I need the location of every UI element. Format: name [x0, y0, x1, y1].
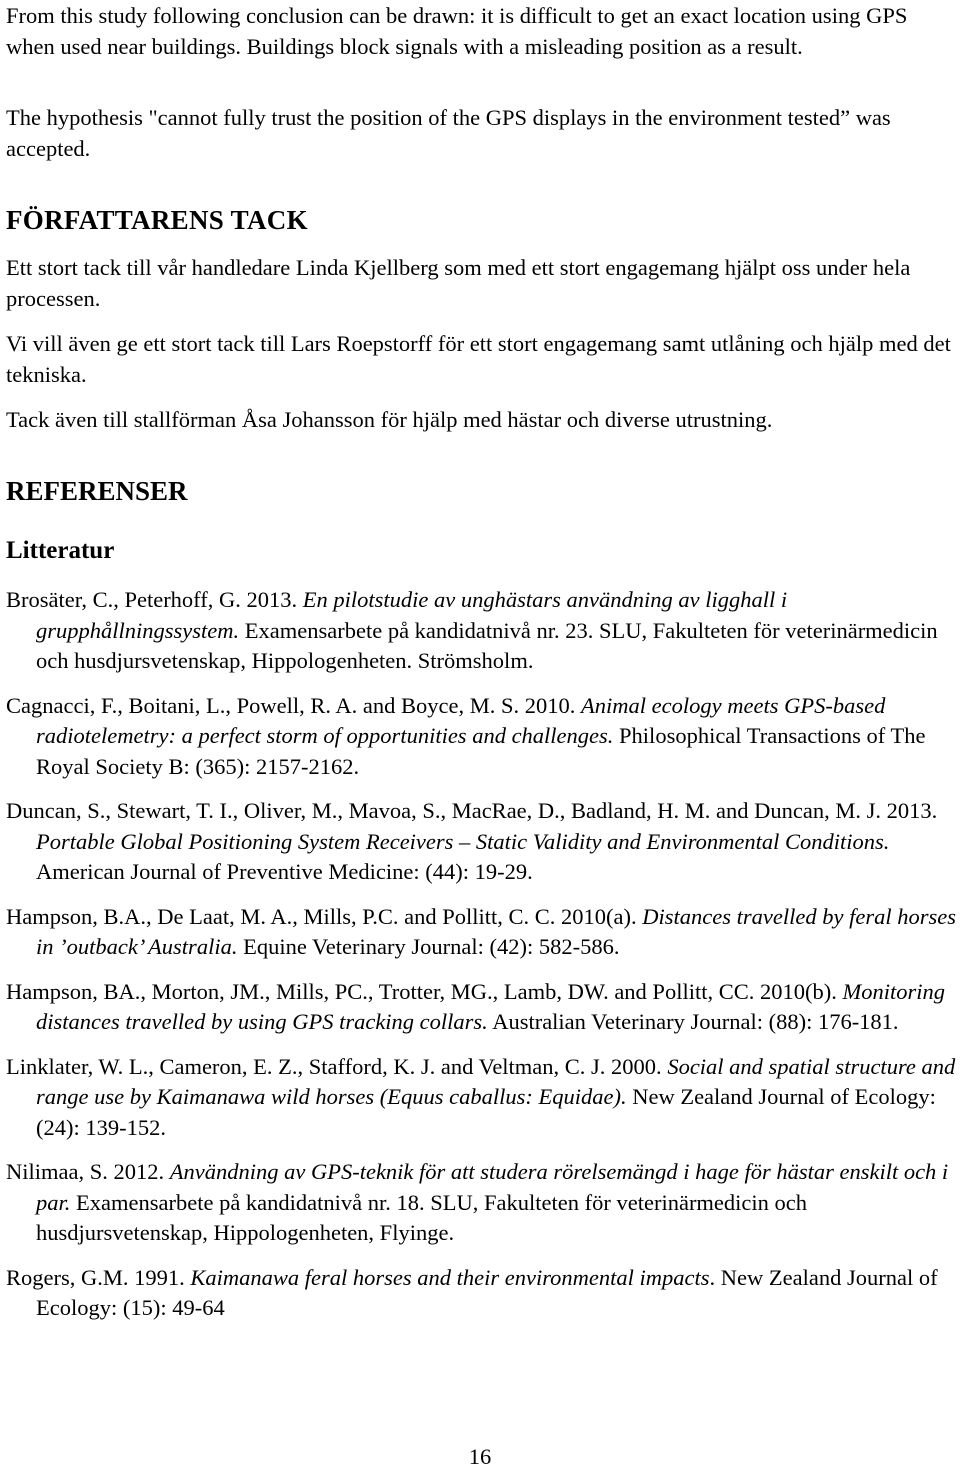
reference-authors: Hampson, BA., Morton, JM., Mills, PC., Trotter, MG., Lamb, DW. and Pollitt, CC. 2010(b).	[6, 978, 843, 1004]
acknowledgements-heading: FÖRFATTARENS TACK	[6, 205, 308, 235]
reference-source: New Zealand Journal of Ecology: (24): 139-152.	[36, 1084, 936, 1140]
hypothesis-paragraph: The hypothesis "cannot fully trust the position of the GPS displays in the environment tested” was accepted.	[6, 105, 891, 161]
reference-authors: Brosäter, C., Peterhoff, G. 2013.	[6, 587, 303, 612]
reference-authors: Duncan, S., Stewart, T. I., Oliver, M., Mavoa, S., MacRae, D., Badland, H. M. and Duncan, M. J. 2013.	[6, 798, 938, 823]
reference-source: Equine Veterinary Journal: (42): 582-586.	[237, 934, 620, 959]
reference-item	[6, 977, 956, 1038]
reference-title: Distances travelled by feral horses in ’outback’ Australia.	[36, 903, 956, 959]
reference-source: Examensarbete på kandidatnivå nr. 23. SLU, Fakulteten för veterinärmedicin och husdjursvetenskap, Hippologenheten. Strömsholm.	[36, 617, 938, 673]
reference-item	[6, 691, 956, 783]
reference-authors: Cagnacci, F., Boitani, L., Powell, R. A. and Boyce, M. S. 2010.	[6, 692, 582, 718]
reference-title: En pilotstudie av unghästars användning av ligghall i grupphållningssystem.	[36, 587, 788, 643]
references-heading: REFERENSER	[6, 476, 188, 506]
reference-item	[6, 796, 956, 888]
reference-item	[6, 1263, 956, 1324]
reference-item	[6, 1052, 956, 1144]
reference-source: . New Zealand Journal of Ecology: (15): 49-64	[36, 1264, 938, 1320]
reference-title: Portable Global Positioning System Receivers – Static Validity and Environmental Conditions.	[36, 828, 890, 854]
conclusion-paragraph: From this study following conclusion can be drawn: it is difficult to get an exact location using GPS when used near buildings. Buildings block signals with a misleading position as a result.	[6, 3, 908, 59]
reference-source: Philosophical Transactions of The Royal Society B: (365): 2157-2162.	[36, 723, 926, 779]
reference-title: Animal ecology meets GPS-based radiotelemetry: a perfect storm of opportunities and challenges.	[36, 692, 886, 748]
reference-item	[6, 902, 956, 963]
reference-list	[6, 585, 956, 1338]
literature-subheading: Litteratur	[6, 537, 115, 564]
acknowledgement-paragraph-3: Tack även till stallförman Åsa Johansson för hjälp med hästar och diverse utrustning.	[6, 407, 773, 432]
reference-authors: Linklater, W. L., Cameron, E. Z., Stafford, K. J. and Veltman, C. J. 2000.	[6, 1053, 668, 1079]
reference-title: Social and spatial structure and range use by Kaimanawa wild horses (Equus caballus: Equidae).	[36, 1053, 956, 1109]
reference-authors: Rogers, G.M. 1991.	[6, 1264, 191, 1290]
reference-authors: Nilimaa, S. 2012.	[6, 1159, 170, 1184]
reference-authors: Hampson, B.A., De Laat, M. A., Mills, P.C. and Pollitt, C. C. 2010(a).	[6, 903, 643, 929]
reference-source: American Journal of Preventive Medicine: (44): 19-29.	[36, 859, 533, 884]
reference-title: Kaimanawa feral horses and their environmental impacts	[190, 1264, 710, 1290]
reference-item	[6, 1157, 956, 1249]
reference-source: Australian Veterinary Journal: (88): 176-181.	[487, 1009, 899, 1034]
reference-title: Monitoring distances travelled by using GPS tracking collars.	[36, 978, 945, 1034]
reference-title: Användning av GPS-teknik för att studera rörelsemängd i hage för hästar enskilt och i par.	[36, 1159, 949, 1215]
reference-source: Examensarbete på kandidatnivå nr. 18. SLU, Fakulteten för veterinärmedicin och husdjursvetenskap, Hippologenheten, Flyinge.	[36, 1189, 808, 1245]
reference-item	[6, 585, 956, 677]
acknowledgement-paragraph-1: Ett stort tack till vår handledare Linda Kjellberg som med ett stort engagemang hjälpt oss under hela processen.	[6, 255, 911, 311]
page-number: 16	[468, 1444, 492, 1469]
acknowledgement-paragraph-2: Vi vill även ge ett stort tack till Lars Roepstorff för ett stort engagemang samt utlåning och hjälp med det tekniska.	[6, 331, 951, 387]
